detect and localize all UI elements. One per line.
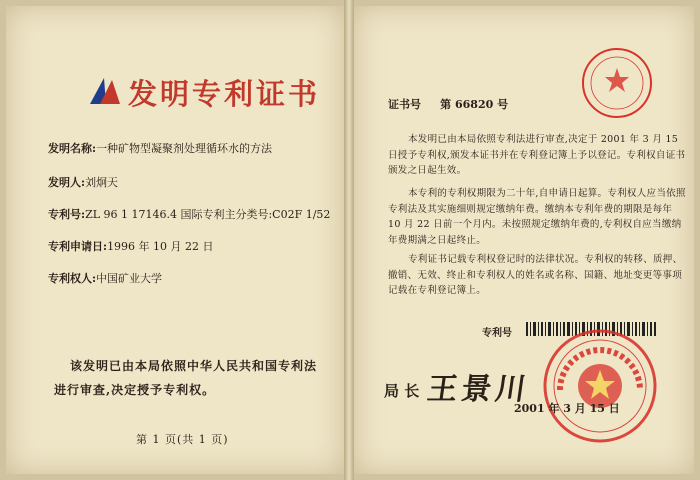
field-patent-number: 专利号:ZL 96 1 17146.4 国际专利主分类号:C02F 1/52 bbox=[48, 208, 331, 221]
small-red-seal-icon bbox=[580, 46, 654, 120]
page-title: 发明专利证书 bbox=[128, 77, 321, 111]
grant-declaration: 该发明已由本局依照中华人民共和国专利法进行审查,决定授予专利权。 bbox=[54, 359, 318, 397]
national-ip-office-seal-icon bbox=[542, 328, 658, 444]
term-paragraph: 本专利的专利权期限为二十年,自申请日起算。专利权人应当依照专利法及其实施细则规定缴纳年费。缴纳本专利年费的期限是每年 10 月 22 日前一个月内。未按照规定缴纳年费的,专利权自应当缴纳年费期满之日起终止。 bbox=[388, 188, 686, 246]
field-inventor: 发明人:刘炯天 bbox=[48, 176, 119, 189]
certificate-left-page bbox=[6, 6, 344, 474]
certificate-right-page bbox=[354, 6, 694, 474]
field-application-date: 专利申请日:1996 年 10 月 22 日 bbox=[48, 240, 214, 253]
director-signature: 王景川 bbox=[425, 372, 532, 407]
book-spine bbox=[344, 0, 354, 480]
barcode-label: 专利号 bbox=[482, 328, 512, 339]
field-invention-name: 发明名称:一种矿物型凝聚剂处理循环水的方法 bbox=[48, 142, 273, 155]
director-label: 局 长 bbox=[384, 382, 420, 400]
certificate-number: 证书号 第 66820 号 bbox=[388, 98, 509, 111]
patent-office-logo-icon bbox=[86, 74, 124, 108]
grant-paragraph: 本发明已由本局依照专利法进行审查,决定于 2001 年 3 月 15 日授予专利权,颁发本证书并在专利登记簿上予以登记。专利权自证书颁发之日起生效。 bbox=[388, 134, 686, 176]
record-paragraph: 专利证书记载专利权登记时的法律状况。专利权的转移、质押、撤销、无效、终止和专利权人的姓名或名称、国籍、地址变更等事项记载在专利登记簿上。 bbox=[388, 254, 683, 296]
field-patentee: 专利权人:中国矿业大学 bbox=[48, 272, 163, 285]
page-number: 第 1 页(共 1 页) bbox=[136, 433, 229, 446]
issue-date: 2001 年 3 月 15 日 bbox=[514, 402, 620, 415]
